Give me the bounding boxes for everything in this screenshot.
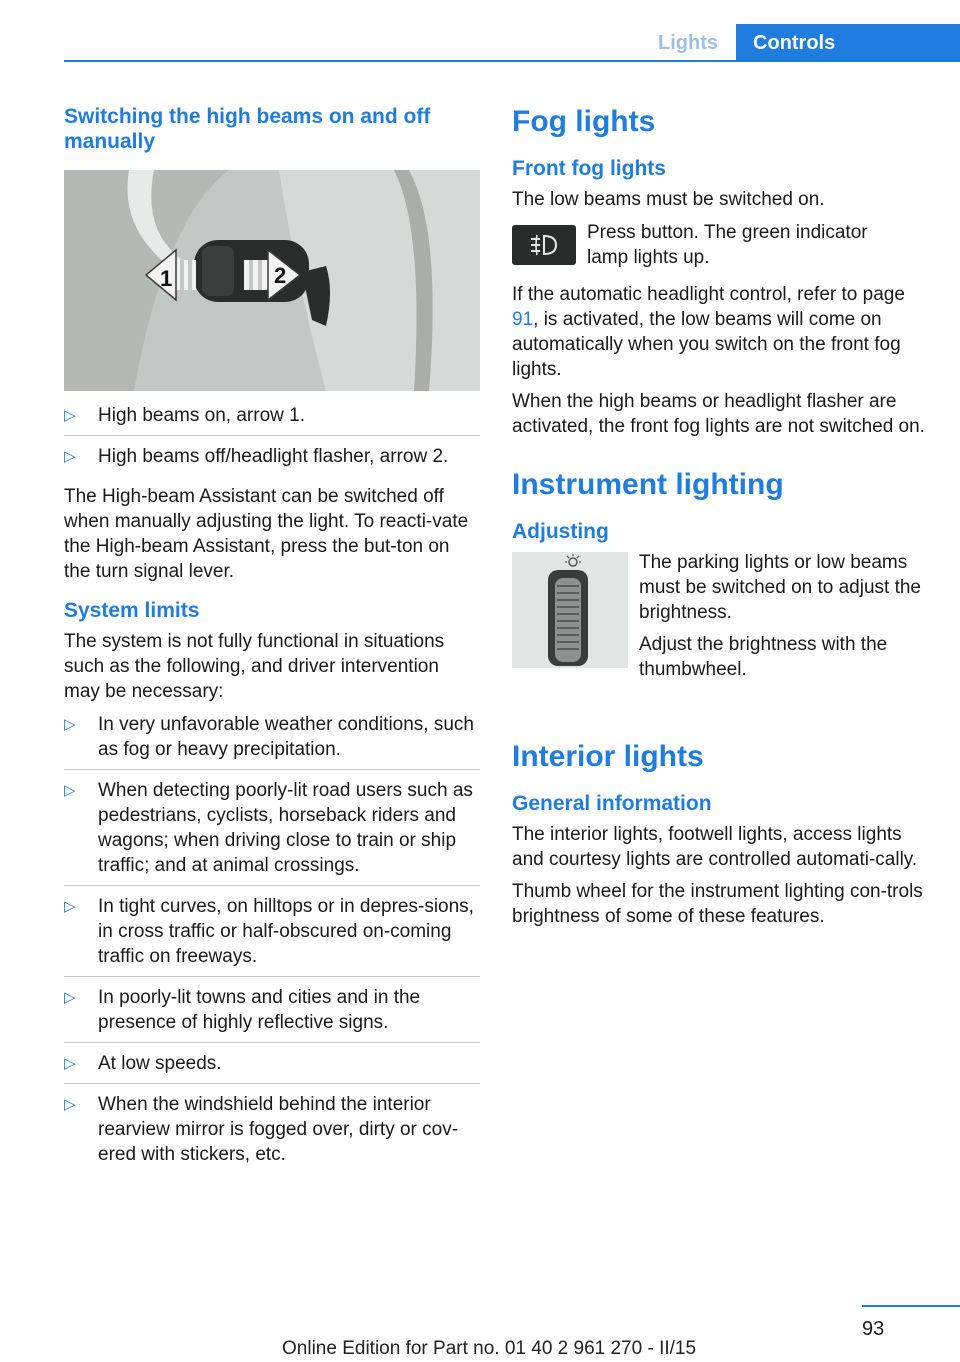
system-limits-list — [64, 712, 480, 1174]
left-column — [64, 104, 480, 1182]
footer-rule — [862, 1305, 960, 1307]
system-limits-heading: System limits — [64, 599, 200, 622]
front-fog-lights-heading: Front fog lights — [512, 157, 666, 180]
thumbwheel-icon — [512, 552, 628, 668]
high-beam-fog-paragraph: When the high beams or headlight flasher are activated, the front fog lights are not switched on. — [512, 391, 925, 437]
system-limits-paragraph: The system is not fully functional in situations such as the following, and driver intervention may be necessary: — [64, 631, 445, 702]
general-paragraph-2: Thumb wheel for the instrument lighting con‐trols brightness of some of these features. — [512, 881, 923, 927]
header-rule — [64, 60, 960, 62]
automatic-headlight-paragraph: If the automatic headlight control, refer to page 91, is activated, the low beams will come on automatically when you switch on the front fog lights. — [512, 284, 905, 380]
fog-light-button-icon — [512, 225, 576, 265]
triangle-bullet-icon: ▷ — [64, 898, 76, 915]
list-item: ▷ High beams off/headlight flasher, arrow 2. — [64, 446, 449, 467]
edition-footer: Online Edition for Part no. 01 40 2 961 270 - II/15 — [282, 1338, 697, 1359]
triangle-bullet-icon: ▷ — [64, 716, 76, 733]
header-section-label: Lights — [658, 32, 718, 54]
arrow-2-label: 2 — [274, 263, 287, 288]
triangle-bullet-icon: ▷ — [64, 1096, 76, 1113]
triangle-bullet-icon: ▷ — [64, 782, 76, 799]
adjusting-text: The parking lights or low beams must be switched on to adjust the brightness. Adjust the brightness with the thumbwheel. — [639, 552, 921, 680]
list-item: ▷ At low speeds. — [64, 1051, 480, 1084]
adjusting-heading: Adjusting — [512, 520, 609, 543]
interior-lights-title: Interior lights — [512, 740, 704, 773]
right-column — [512, 104, 928, 929]
list-item: ▷ When detecting poorly-lit road users such as pedestrians, cyclists, horseback riders and wagons; when driving close to train or ship traffic; and at animal crossings. — [64, 778, 480, 886]
front-fog-paragraph: The low beams must be switched on. — [512, 189, 825, 210]
arrow-1-label: 1 — [160, 266, 173, 291]
triangle-bullet-icon: ▷ — [64, 448, 76, 465]
general-paragraph-1: The interior lights, footwell lights, access lights and courtesy lights are controlled automati‐cally. — [512, 824, 918, 870]
page-number: 93 — [862, 1318, 885, 1340]
page-91-link[interactable]: 91 — [512, 309, 534, 330]
triangle-bullet-icon: ▷ — [64, 1055, 76, 1072]
list-item: ▷ High beams on, arrow 1. — [64, 403, 480, 436]
list-item: ▷ In very unfavorable weather conditions, such as fog or heavy precipitation. — [64, 712, 480, 770]
lever-illustration — [64, 170, 480, 391]
header-chapter-tab: Controls — [736, 24, 960, 61]
high-beams-list — [64, 403, 480, 476]
high-beams-heading: Switching the high beams on and off manually — [64, 105, 431, 153]
fog-button-row — [512, 220, 928, 270]
list-item: ▷ When the windshield behind the interior rearview mirror is fogged over, dirty or cov‐ered with stickers, etc. — [64, 1094, 459, 1165]
list-item: ▷ In tight curves, on hilltops or in depres‐sions, in cross traffic or half-obscured on‐coming traffic on freeways. — [64, 894, 480, 977]
thumbwheel-figure — [512, 552, 628, 668]
triangle-bullet-icon: ▷ — [64, 407, 76, 424]
general-information-heading: General information — [512, 792, 712, 815]
turn-signal-lever-figure — [64, 170, 480, 391]
list-item: ▷ In poorly-lit towns and cities and in the presence of highly reflective signs. — [64, 985, 480, 1043]
fog-lights-title: Fog lights — [512, 105, 656, 138]
triangle-bullet-icon: ▷ — [64, 989, 76, 1006]
instrument-lighting-title: Instrument lighting — [512, 468, 784, 501]
adjusting-row — [512, 552, 928, 682]
press-button-text: Press button. The green indicator lamp lights up. — [587, 222, 868, 268]
high-beam-assistant-paragraph: The High-beam Assistant can be switched off when manually adjusting the light. To reacti‐vate the High-beam Assistant, press the but‐ton on the turn signal lever. — [64, 486, 469, 582]
